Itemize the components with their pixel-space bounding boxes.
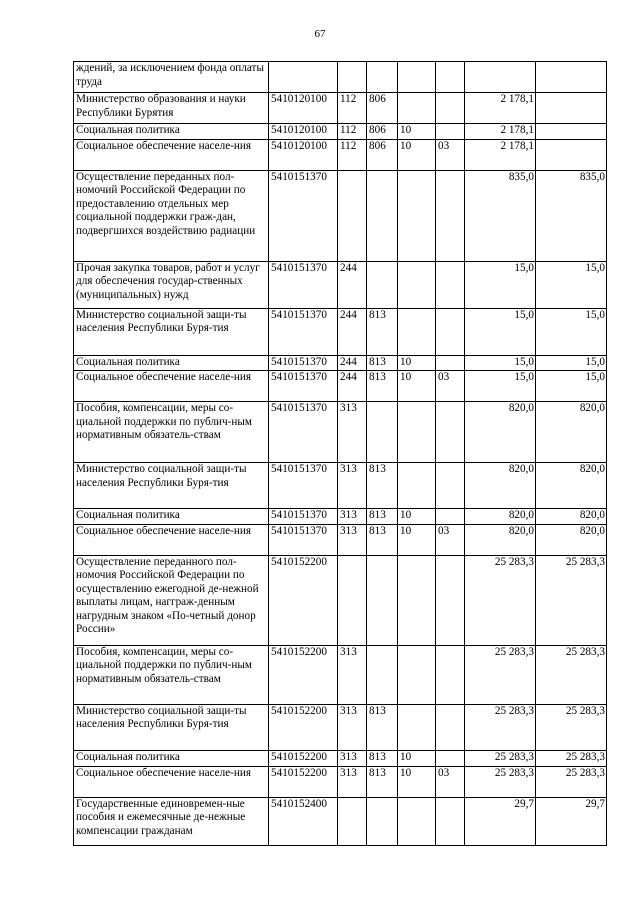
cell-pr xyxy=(436,62,465,93)
cell-vr: 313 xyxy=(338,704,367,750)
cell-name: Министерство социальной защи-ты населения Республики Буря-тия xyxy=(74,308,269,355)
cell-sum1: 25 283,3 xyxy=(465,750,536,766)
cell-name: Социальное обеспечение населе-ния xyxy=(74,766,269,797)
cell-rz xyxy=(398,62,436,93)
cell-sum1: 820,0 xyxy=(465,509,536,525)
table-row xyxy=(74,509,607,525)
cell-vr xyxy=(338,797,367,845)
cell-sum1: 820,0 xyxy=(465,463,536,509)
cell-vr: 313 xyxy=(338,750,367,766)
cell-csr: 5410120100 xyxy=(269,124,338,140)
cell-csr: 5410151370 xyxy=(269,170,338,261)
cell-csr: 5410120100 xyxy=(269,93,338,124)
cell-name: Социальное обеспечение населе-ния xyxy=(74,371,269,402)
cell-name: Социальное обеспечение населе-ния xyxy=(74,139,269,170)
cell-csr: 5410151370 xyxy=(269,524,338,555)
cell-pr xyxy=(436,261,465,308)
cell-csr: 5410151370 xyxy=(269,402,338,463)
cell-vr: 313 xyxy=(338,766,367,797)
cell-sum2: 25 283,3 xyxy=(536,645,607,704)
cell-sum1: 15,0 xyxy=(465,261,536,308)
cell-gr: 806 xyxy=(367,93,398,124)
cell-pr xyxy=(436,463,465,509)
cell-rz: 10 xyxy=(398,766,436,797)
cell-sum2 xyxy=(536,93,607,124)
cell-name: Министерство образования и науки Республики Бурятия xyxy=(74,93,269,124)
cell-rz xyxy=(398,308,436,355)
cell-name: Осуществление переданного пол-номочия Российской Федерации по осуществлению ежегодной де-нежной выплаты лицам, нагграж-денным нагрудным знаком «По-четный донор России» xyxy=(74,555,269,645)
table-row xyxy=(74,797,607,845)
table-row xyxy=(74,704,607,750)
cell-sum1 xyxy=(465,62,536,93)
budget-table xyxy=(73,61,607,846)
cell-vr: 313 xyxy=(338,402,367,463)
cell-csr: 5410151370 xyxy=(269,355,338,371)
cell-sum1: 2 178,1 xyxy=(465,139,536,170)
cell-vr: 112 xyxy=(338,124,367,140)
cell-sum1: 25 283,3 xyxy=(465,704,536,750)
cell-pr xyxy=(436,93,465,124)
cell-pr xyxy=(436,555,465,645)
cell-gr xyxy=(367,402,398,463)
cell-rz xyxy=(398,645,436,704)
cell-sum1: 25 283,3 xyxy=(465,766,536,797)
cell-name: Осуществление переданных пол-номочий Российской Федерации по предоставлению отдельных мер социальной поддержки граж-дан, подвергшихся воздействию радиации xyxy=(74,170,269,261)
table-row xyxy=(74,645,607,704)
table-row xyxy=(74,62,607,93)
cell-vr: 244 xyxy=(338,355,367,371)
cell-name: Министерство социальной защи-ты населения Республики Буря-тия xyxy=(74,463,269,509)
cell-gr: 813 xyxy=(367,355,398,371)
table-row xyxy=(74,139,607,170)
cell-rz xyxy=(398,93,436,124)
cell-csr: 5410151370 xyxy=(269,308,338,355)
cell-rz xyxy=(398,170,436,261)
cell-rz: 10 xyxy=(398,524,436,555)
cell-csr: 5410151370 xyxy=(269,509,338,525)
table-row xyxy=(74,261,607,308)
cell-vr: 313 xyxy=(338,463,367,509)
cell-sum2: 820,0 xyxy=(536,463,607,509)
cell-sum1: 29,7 xyxy=(465,797,536,845)
cell-csr: 5410152200 xyxy=(269,750,338,766)
cell-sum1: 820,0 xyxy=(465,402,536,463)
cell-vr xyxy=(338,62,367,93)
cell-name: Социальное обеспечение населе-ния xyxy=(74,524,269,555)
table-row xyxy=(74,524,607,555)
cell-vr: 244 xyxy=(338,261,367,308)
cell-gr: 813 xyxy=(367,766,398,797)
cell-gr: 813 xyxy=(367,524,398,555)
cell-csr: 5410152200 xyxy=(269,704,338,750)
cell-csr: 5410152200 xyxy=(269,766,338,797)
cell-name: Социальная политика xyxy=(74,124,269,140)
cell-csr: 5410152200 xyxy=(269,645,338,704)
cell-csr: 5410151370 xyxy=(269,463,338,509)
cell-sum2: 25 283,3 xyxy=(536,704,607,750)
cell-sum1: 15,0 xyxy=(465,355,536,371)
cell-sum2: 15,0 xyxy=(536,261,607,308)
cell-gr: 806 xyxy=(367,124,398,140)
cell-gr: 813 xyxy=(367,704,398,750)
cell-gr: 813 xyxy=(367,509,398,525)
cell-vr: 112 xyxy=(338,139,367,170)
cell-vr xyxy=(338,170,367,261)
cell-csr: 5410152200 xyxy=(269,555,338,645)
cell-gr xyxy=(367,62,398,93)
table-row xyxy=(74,371,607,402)
cell-sum2: 820,0 xyxy=(536,402,607,463)
cell-csr: 5410152400 xyxy=(269,797,338,845)
cell-pr xyxy=(436,402,465,463)
table-row xyxy=(74,355,607,371)
cell-sum2: 835,0 xyxy=(536,170,607,261)
cell-rz: 10 xyxy=(398,355,436,371)
cell-vr: 244 xyxy=(338,371,367,402)
cell-rz xyxy=(398,463,436,509)
cell-pr xyxy=(436,645,465,704)
table-row xyxy=(74,750,607,766)
cell-pr: 03 xyxy=(436,766,465,797)
cell-sum2: 29,7 xyxy=(536,797,607,845)
cell-rz: 10 xyxy=(398,750,436,766)
cell-rz xyxy=(398,797,436,845)
cell-name: Прочая закупка товаров, работ и услуг для обеспечения государ-ственных (муниципальных) нужд xyxy=(74,261,269,308)
cell-sum2: 25 283,3 xyxy=(536,555,607,645)
table-row xyxy=(74,124,607,140)
cell-csr xyxy=(269,62,338,93)
table-row xyxy=(74,555,607,645)
cell-sum1: 15,0 xyxy=(465,371,536,402)
cell-sum2: 820,0 xyxy=(536,524,607,555)
cell-name: Социальная политика xyxy=(74,509,269,525)
cell-sum1: 820,0 xyxy=(465,524,536,555)
cell-pr xyxy=(436,797,465,845)
table-row xyxy=(74,170,607,261)
cell-pr xyxy=(436,355,465,371)
cell-name: Государственные единовремен-ные пособия и ежемесячные де-нежные компенсации гражданам xyxy=(74,797,269,845)
cell-gr: 813 xyxy=(367,308,398,355)
cell-csr: 5410120100 xyxy=(269,139,338,170)
cell-name: Пособия, компенсации, меры со-циальной поддержки по публич-ным нормативным обязатель-ствам xyxy=(74,645,269,704)
cell-vr: 313 xyxy=(338,509,367,525)
table-row xyxy=(74,766,607,797)
cell-vr: 313 xyxy=(338,645,367,704)
cell-sum2 xyxy=(536,62,607,93)
cell-sum2: 15,0 xyxy=(536,308,607,355)
cell-vr: 112 xyxy=(338,93,367,124)
cell-csr: 5410151370 xyxy=(269,371,338,402)
cell-gr xyxy=(367,645,398,704)
cell-rz: 10 xyxy=(398,124,436,140)
cell-sum2: 15,0 xyxy=(536,355,607,371)
page-number: 67 xyxy=(314,28,326,40)
cell-sum1: 835,0 xyxy=(465,170,536,261)
cell-gr xyxy=(367,555,398,645)
cell-sum1: 2 178,1 xyxy=(465,93,536,124)
cell-rz xyxy=(398,402,436,463)
table-row xyxy=(74,308,607,355)
cell-gr: 813 xyxy=(367,750,398,766)
cell-name: Министерство социальной защи-ты населения Республики Буря-тия xyxy=(74,704,269,750)
cell-gr: 813 xyxy=(367,371,398,402)
cell-sum2: 820,0 xyxy=(536,509,607,525)
cell-sum1: 15,0 xyxy=(465,308,536,355)
cell-pr xyxy=(436,308,465,355)
cell-gr xyxy=(367,797,398,845)
cell-pr xyxy=(436,124,465,140)
cell-pr xyxy=(436,509,465,525)
cell-pr xyxy=(436,170,465,261)
cell-rz xyxy=(398,555,436,645)
cell-gr xyxy=(367,170,398,261)
cell-sum1: 25 283,3 xyxy=(465,555,536,645)
cell-rz: 10 xyxy=(398,509,436,525)
cell-sum1: 2 178,1 xyxy=(465,124,536,140)
cell-name: Пособия, компенсации, меры со-циальной поддержки по публич-ным нормативным обязатель-ствам xyxy=(74,402,269,463)
cell-sum2: 25 283,3 xyxy=(536,766,607,797)
cell-vr: 244 xyxy=(338,308,367,355)
table-row xyxy=(74,402,607,463)
cell-name: Социальная политика xyxy=(74,750,269,766)
table-row xyxy=(74,93,607,124)
cell-name: Социальная политика xyxy=(74,355,269,371)
cell-rz xyxy=(398,704,436,750)
cell-pr xyxy=(436,704,465,750)
table-row xyxy=(74,463,607,509)
cell-gr xyxy=(367,261,398,308)
cell-sum2: 15,0 xyxy=(536,371,607,402)
cell-sum1: 25 283,3 xyxy=(465,645,536,704)
cell-sum2 xyxy=(536,139,607,170)
cell-vr: 313 xyxy=(338,524,367,555)
cell-pr: 03 xyxy=(436,524,465,555)
cell-pr xyxy=(436,750,465,766)
cell-rz: 10 xyxy=(398,371,436,402)
cell-sum2: 25 283,3 xyxy=(536,750,607,766)
cell-vr xyxy=(338,555,367,645)
cell-csr: 5410151370 xyxy=(269,261,338,308)
cell-sum2 xyxy=(536,124,607,140)
cell-pr: 03 xyxy=(436,371,465,402)
cell-name: ждений, за исключением фонда оплаты труда xyxy=(74,62,269,93)
cell-rz xyxy=(398,261,436,308)
cell-pr: 03 xyxy=(436,139,465,170)
cell-rz: 10 xyxy=(398,139,436,170)
cell-gr: 806 xyxy=(367,139,398,170)
cell-gr: 813 xyxy=(367,463,398,509)
